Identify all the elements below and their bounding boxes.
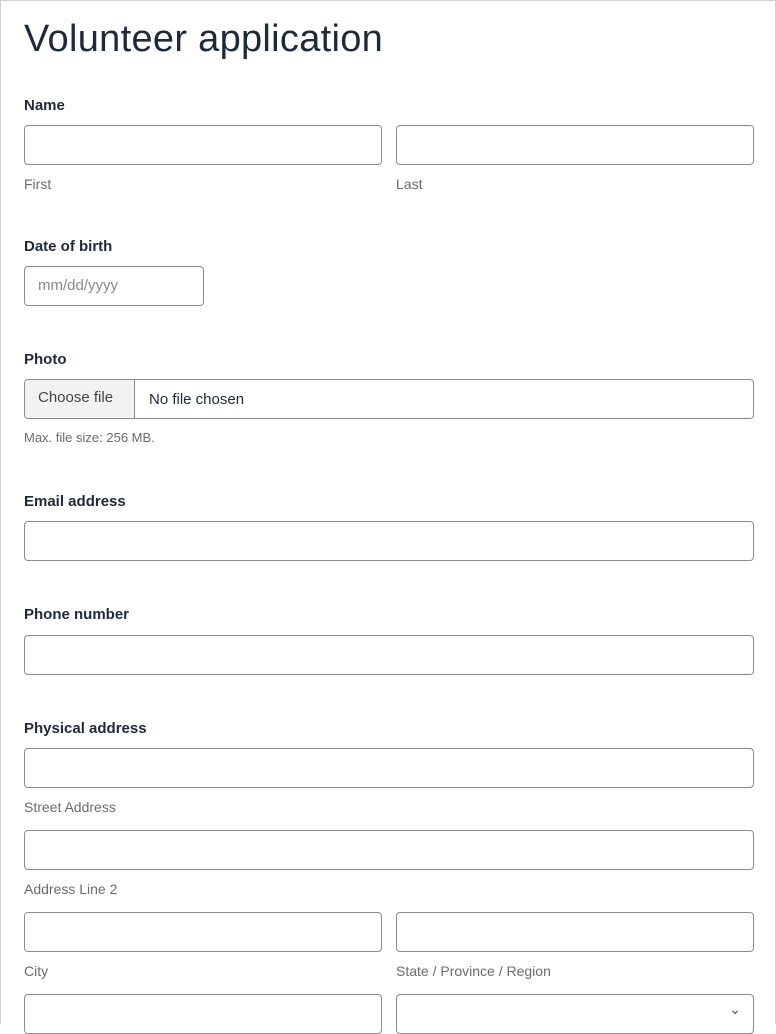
state-sublabel: State / Province / Region (396, 963, 551, 979)
dob-placeholder: mm/dd/yyyy (38, 277, 119, 294)
page-title: Volunteer application (24, 18, 384, 60)
dob-input[interactable] (24, 266, 204, 306)
email-label: Email address (24, 493, 126, 510)
choose-file-button[interactable]: Choose file (25, 380, 135, 418)
file-size-hint: Max. file size: 256 MB. (24, 430, 155, 445)
photo-label: Photo (24, 351, 67, 368)
file-status: No file chosen (149, 391, 245, 408)
phone-input[interactable] (24, 635, 754, 675)
state-input[interactable] (396, 912, 754, 952)
zip-input[interactable] (24, 994, 382, 1034)
first-sublabel: First (24, 176, 52, 192)
phone-label: Phone number (24, 606, 130, 623)
line2-sublabel: Address Line 2 (24, 881, 118, 897)
address-label: Physical address (24, 720, 147, 737)
last-name-input[interactable] (396, 125, 754, 165)
address-line2-input[interactable] (24, 830, 754, 870)
photo-file-input[interactable] (24, 379, 754, 419)
country-select[interactable] (396, 994, 754, 1034)
street-sublabel: Street Address (24, 799, 116, 815)
first-name-input[interactable] (24, 125, 382, 165)
chevron-down-icon: ⌄ (729, 1001, 741, 1017)
email-input[interactable] (24, 521, 754, 561)
last-sublabel: Last (396, 176, 423, 192)
street-address-input[interactable] (24, 748, 754, 788)
name-label: Name (24, 97, 65, 114)
city-input[interactable] (24, 912, 382, 952)
city-sublabel: City (24, 963, 49, 979)
dob-label: Date of birth (24, 238, 113, 255)
